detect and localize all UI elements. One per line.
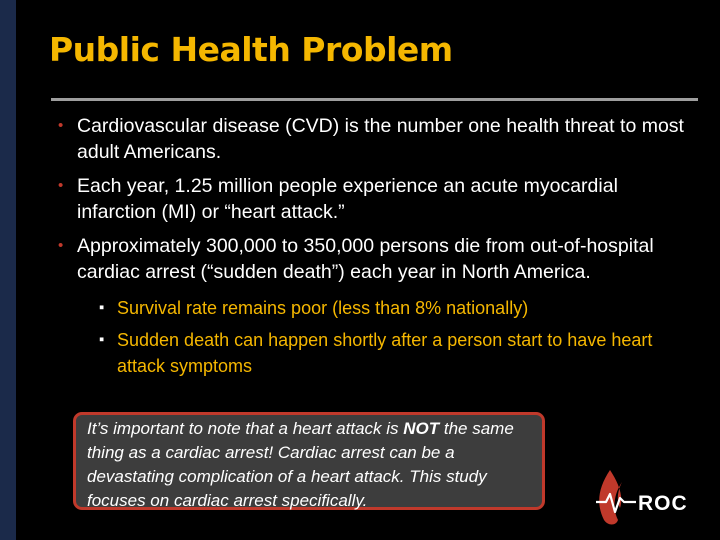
roc-logo bbox=[594, 468, 694, 528]
side-accent-bar bbox=[0, 0, 16, 540]
sub-bullet-text: Sudden death can happen shortly after a person start to have heart attack symptoms bbox=[117, 330, 653, 376]
bullet-item bbox=[55, 113, 695, 165]
bullet-text: Approximately 300,000 to 350,000 persons die from out-of-hospital cardiac arrest (“sudden death”) each year in North America. bbox=[77, 235, 654, 283]
title-divider bbox=[51, 98, 698, 101]
slide-title: Public Health Problem bbox=[49, 30, 453, 69]
bullet-item bbox=[55, 173, 695, 225]
note-text-end: the same thing as a cardiac arrest! Cardiac arrest can be a devastating complication of a heart attack. This study focuses on cardiac arrest specifically. bbox=[87, 419, 514, 510]
square-bullet-icon: ▪ bbox=[99, 299, 105, 316]
note-emphasis: NOT bbox=[403, 419, 440, 438]
bullet-dot-icon: • bbox=[58, 177, 64, 194]
sub-bullet-item bbox=[77, 295, 695, 321]
bullet-item bbox=[55, 233, 695, 379]
bullet-dot-icon: • bbox=[58, 117, 64, 134]
sub-bullet-text: Survival rate remains poor (less than 8% nationally) bbox=[117, 298, 529, 318]
note-callout bbox=[73, 412, 545, 510]
sub-bullet-list bbox=[77, 295, 695, 379]
logo-text: ROC bbox=[638, 492, 688, 515]
note-text-start: It’s important to note that a heart attack is bbox=[87, 419, 404, 438]
square-bullet-icon: ▪ bbox=[99, 331, 105, 348]
bullet-dot-icon: • bbox=[58, 237, 64, 254]
bullet-list bbox=[55, 113, 695, 387]
bullet-text: Cardiovascular disease (CVD) is the number one health threat to most adult Americans. bbox=[77, 115, 684, 163]
bullet-text: Each year, 1.25 million people experience an acute myocardial infarction (MI) or “heart attack.” bbox=[77, 175, 618, 223]
sub-bullet-item bbox=[77, 327, 695, 379]
